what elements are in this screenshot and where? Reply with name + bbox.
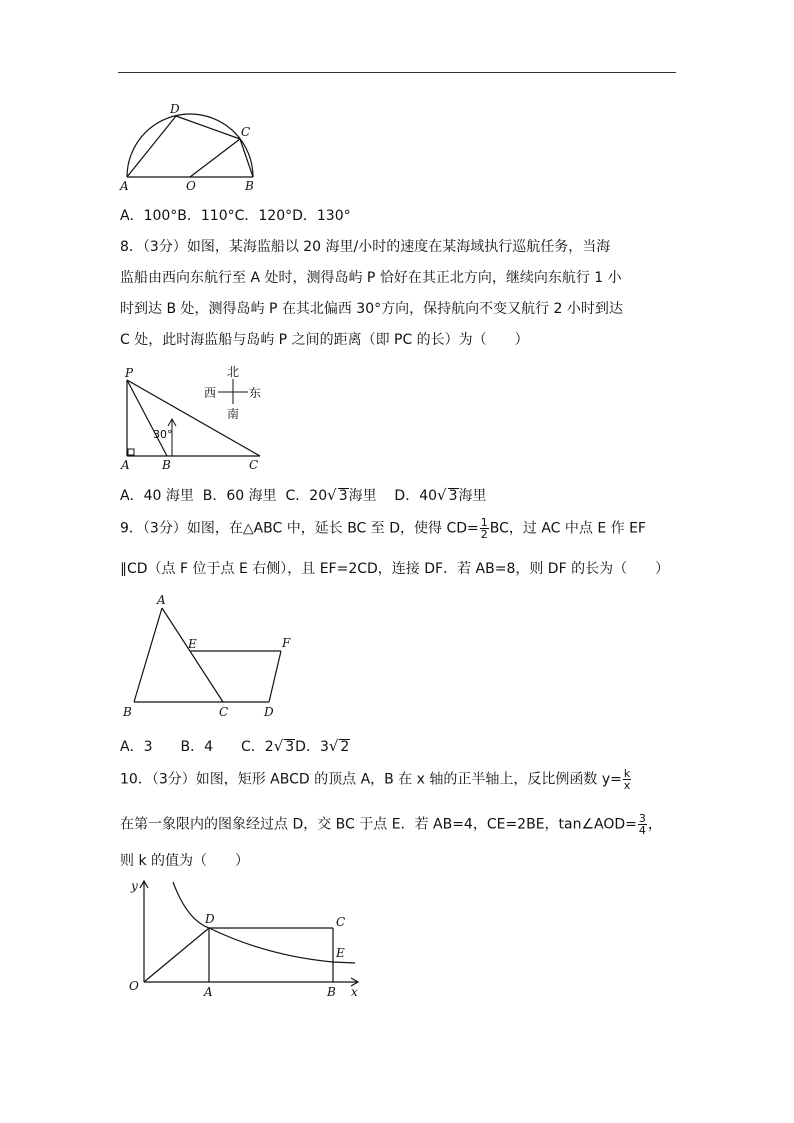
q7-label-d: D — [170, 102, 180, 116]
q10-label-a: A — [204, 985, 213, 999]
q10-line-1: 10．（3分）如图，矩形 ABCD 的顶点 A，B 在 x 轴的正半轴上，反比例函数 y= $\frac{k}{x}$ — [120, 767, 631, 792]
q9-fraction: $\frac{1}{2}$ — [480, 516, 488, 541]
header-rule — [118, 72, 676, 73]
q8-compass-south: 南 — [227, 407, 240, 421]
q8-options — [120, 485, 487, 506]
q10-fraction-tan: $\frac{3}{4}$ — [638, 812, 646, 837]
q10-label-y: y — [131, 879, 138, 893]
q10-label-c: C — [336, 915, 346, 929]
q9-label-e: E — [188, 637, 197, 651]
q9-options: A．3 B．4 C．2√ 3D．3√ 2 — [120, 737, 350, 755]
q8-label-p: P — [125, 366, 134, 380]
q9-label-d: D — [264, 705, 274, 719]
q8-compass-west: 西 — [204, 386, 217, 400]
q9-label-a: A — [157, 593, 166, 607]
q7-label-o: O — [186, 179, 196, 193]
q8-navigation-figure — [115, 362, 275, 474]
q8-option-c: C．20√ 3海里 — [285, 486, 377, 504]
q8-label-a: A — [121, 458, 130, 472]
q10-label-d: D — [205, 912, 215, 926]
q8-line-1: 8．（3分）如图，某海监船以 20 海里/小时的速度在某海域执行巡航任务，当海 — [120, 239, 611, 255]
q8-option-a: A．40 海里 — [120, 488, 194, 504]
q7-label-b: B — [245, 179, 254, 193]
q9-triangle-figure — [117, 592, 297, 722]
q7-label-a: A — [120, 179, 129, 193]
q8-line-4: C 处，此时海监船与岛屿 P 之间的距离（即 PC 的长）为（ ） — [120, 332, 529, 348]
q8-angle-label: 30° — [153, 428, 173, 441]
q9-label-b: B — [123, 705, 132, 719]
q8-option-b: B．60 海里 — [202, 488, 277, 504]
q8-compass-east: 东 — [249, 386, 262, 400]
q10-label-b: B — [327, 985, 336, 999]
q9-line-2: ∥CD（点 F 位于点 E 右侧），且 EF=2CD，连接 DF．若 AB=8，则 DF 的长为（ ） — [120, 561, 670, 577]
q10-label-e: E — [336, 946, 345, 960]
q9-label-f: F — [282, 636, 291, 650]
q8-option-d: D．40√ 3海里 — [394, 486, 487, 504]
q7-label-c: C — [241, 125, 251, 139]
q8-line-2: 监船由西向东航行至 A 处时，测得岛屿 P 恰好在其正北方向，继续向东航行 1 小 — [120, 270, 622, 286]
q8-label-b: B — [162, 458, 171, 472]
q7-options: A．100°B．110°C．120°D．130° — [120, 208, 351, 224]
q10-line-2: 在第一象限内的图象经过点 D，交 BC 于点 E．若 AB=4，CE=2BE，tan∠AOD= $\frac{3}{4}$ ， — [120, 812, 662, 837]
q10-label-o: O — [129, 979, 139, 993]
q8-line-3: 时到达 B 处，测得岛屿 P 在其北偏西 30°方向，保持航向不变又航行 2 小时到达 — [120, 301, 623, 317]
q9-line-1: 9．（3分）如图，在△ABC 中，延长 BC 至 D，使得 CD= $\frac{1}{2}$ BC，过 AC 中点 E 作 EF — [120, 516, 646, 541]
q10-line-3: 则 k 的值为（ ） — [120, 853, 250, 869]
q10-label-x: x — [351, 985, 358, 999]
q9-label-c: C — [219, 705, 229, 719]
q7-semicircle-figure — [118, 100, 268, 195]
q8-label-c: C — [249, 458, 259, 472]
q8-compass-north: 北 — [227, 365, 240, 379]
q10-fraction-k-over-x: $\frac{k}{x}$ — [623, 767, 631, 792]
q10-coordinate-figure — [117, 876, 367, 1000]
